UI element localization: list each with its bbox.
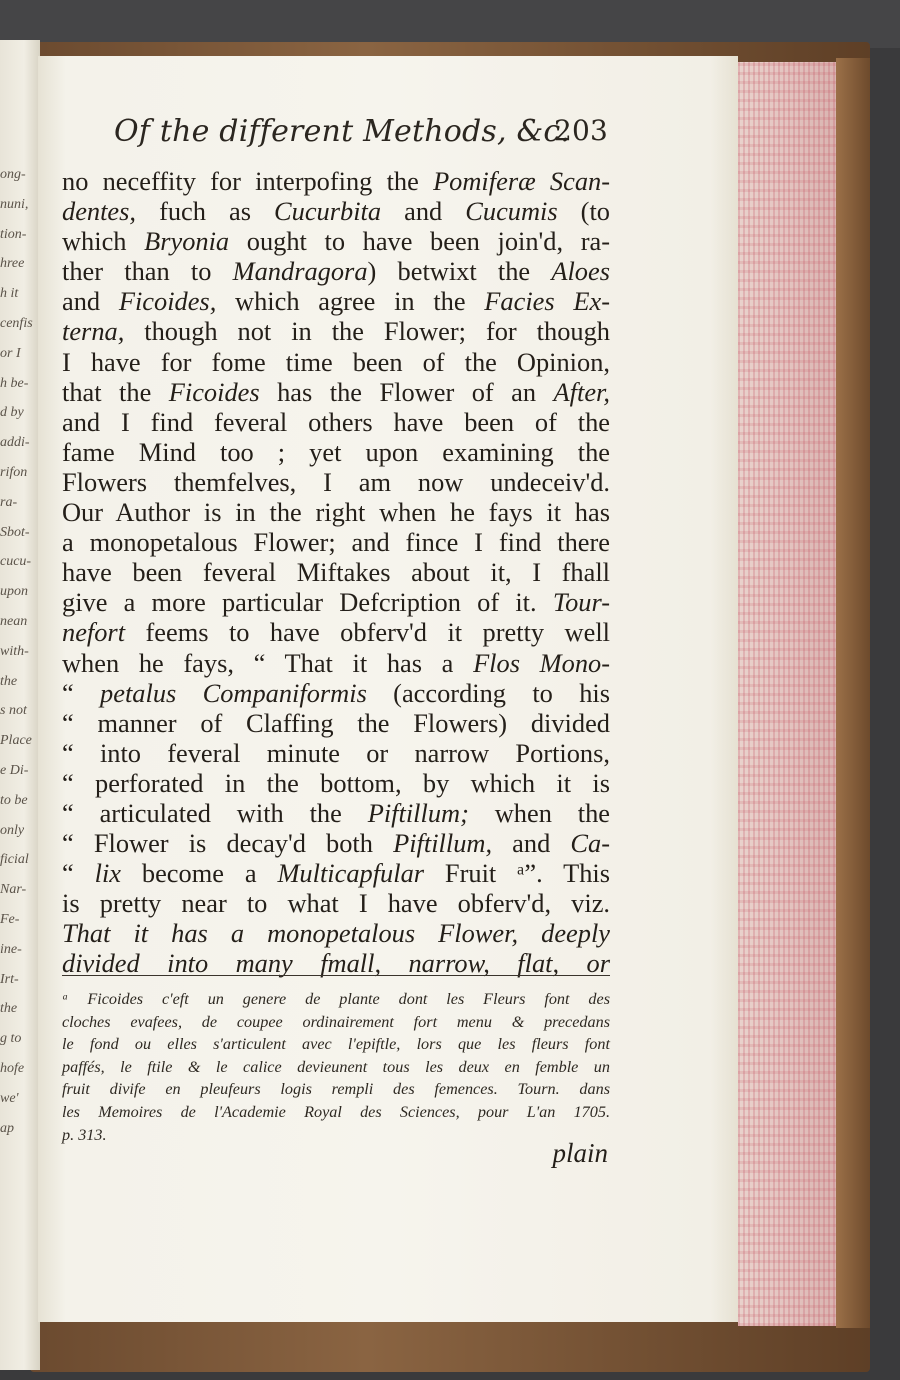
facing-page-edge xyxy=(0,40,40,1370)
cover-edge-right xyxy=(836,58,870,1328)
footnote-line: les Memoires de l'Academie Royal des Sciences, pour L'an 1705. xyxy=(62,1102,610,1121)
facing-page-fragment: s not xyxy=(0,703,27,719)
text-run: have been feveral Miftakes about it, I fhall xyxy=(62,557,610,588)
text-line xyxy=(62,888,610,918)
text-run: and xyxy=(62,286,119,317)
text-run: Cucurbita xyxy=(274,196,382,227)
text-run: which agree in the xyxy=(216,286,485,317)
text-line xyxy=(62,617,610,647)
text-run: and xyxy=(492,828,571,859)
text-run: ought to have been join'd, ra- xyxy=(229,226,610,257)
text-run: though not in the Flower; for though xyxy=(124,316,610,347)
text-run: Mandragora xyxy=(232,256,368,287)
text-line xyxy=(62,226,610,256)
text-line xyxy=(62,828,610,858)
text-line xyxy=(62,316,610,346)
text-line xyxy=(62,678,610,708)
facing-page-fragment: Sbot- xyxy=(0,524,30,540)
facing-page-fragment: only xyxy=(0,822,25,838)
text-run: “ xyxy=(62,677,101,708)
facing-page-fragment: Place xyxy=(0,733,32,749)
text-run: a monopetalous Flower; and fince I find there xyxy=(62,527,610,558)
text-run: I have for fome time been of the Opinion, xyxy=(62,346,610,377)
text-run: Ficoides xyxy=(168,376,260,407)
facing-page-fragment: rifon xyxy=(0,464,28,480)
text-run: and xyxy=(381,196,466,227)
facing-page-fragment: hree xyxy=(0,256,25,272)
text-run: and I find feveral others have been of the xyxy=(62,406,610,437)
text-run: terna, xyxy=(62,316,125,347)
facing-page-fragment: ine- xyxy=(0,941,22,957)
facing-page-fragment: ficial xyxy=(0,852,29,868)
text-run: petalus Companiformis xyxy=(100,677,367,708)
text-run: Ficoides, xyxy=(118,286,217,317)
facing-page-fragment: addi- xyxy=(0,435,30,451)
text-run: Ca- xyxy=(570,828,611,859)
running-title: Of the different Methods, &c. xyxy=(114,114,571,149)
facing-page-fragment: the xyxy=(0,673,18,689)
text-run: dentes, xyxy=(62,196,137,227)
text-run: After, xyxy=(553,376,610,407)
footnote-line: fruit divife en pleufeurs logis rempli des femences. Tourn. dans xyxy=(62,1080,610,1099)
text-line xyxy=(62,648,610,678)
text-line xyxy=(62,918,610,948)
facing-page-fragment: d by xyxy=(0,405,24,421)
text-run: lix xyxy=(94,858,121,889)
text-run: (according to his xyxy=(366,677,610,708)
text-run: no neceffity for interpofing the xyxy=(62,166,434,196)
facing-page-fragment: ap xyxy=(0,1120,14,1136)
text-line xyxy=(62,768,610,798)
text-line xyxy=(62,437,610,467)
facing-page-fragment: h be- xyxy=(0,375,29,391)
text-line xyxy=(62,858,610,888)
text-run: Cucumis xyxy=(465,196,558,227)
text-run: (to xyxy=(557,196,610,227)
text-run: ) betwixt the xyxy=(367,256,552,287)
facing-page-fragment: e Di- xyxy=(0,762,29,778)
facing-page-fragment: nuni, xyxy=(0,196,29,212)
text-line xyxy=(62,377,610,407)
facing-page-fragment: cenfis xyxy=(0,315,33,331)
text-line xyxy=(62,527,610,557)
facing-page-fragment: g to xyxy=(0,1031,22,1047)
text-run: divided into many fmall, narrow, flat, or xyxy=(62,948,610,979)
facing-page-fragment: Nar- xyxy=(0,882,27,898)
catchword: plain xyxy=(552,1138,608,1168)
text-run: Facies Ex- xyxy=(484,286,610,317)
text-run: which xyxy=(62,226,145,257)
text-run: “ manner of Claffing the Flowers) divided xyxy=(62,707,610,738)
page-block-fore-edge xyxy=(738,62,836,1326)
facing-page-fragment: ong- xyxy=(0,167,26,182)
text-run: Piftillum; xyxy=(367,797,469,828)
text-line xyxy=(62,497,610,527)
text-run: is pretty near to what I have obferv'd, viz. xyxy=(62,888,610,919)
text-run: “ articulated with the xyxy=(62,797,368,828)
facing-page-fragment: Irt- xyxy=(0,971,19,987)
text-run: Flowers themfelves, I am now undeceiv'd. xyxy=(62,466,610,497)
text-run: “ into feveral minute or narrow Portions, xyxy=(62,737,610,768)
text-run: Fruit ᵃ”. This xyxy=(424,858,610,889)
text-run: has the Flower of an xyxy=(259,376,554,407)
facing-page-fragment: upon xyxy=(0,584,28,600)
text-run: That it has a monopetalous Flower, deeply xyxy=(62,918,610,949)
text-run: nefort xyxy=(62,617,126,648)
text-line xyxy=(62,166,610,196)
footnote-line: p. 313. xyxy=(62,1125,107,1144)
footnote-line: paffés, le ftile & le calice devieunent tous les deux en femble un xyxy=(62,1057,610,1076)
facing-page-fragment: we' xyxy=(0,1090,19,1106)
text-run: that the xyxy=(62,376,169,407)
footnote-line: cloches evafees, de coupee ordinairement fort menu & precedans xyxy=(62,1012,610,1031)
text-line xyxy=(62,738,610,768)
text-line xyxy=(62,407,610,437)
text-line xyxy=(62,467,610,497)
text-run: Pomiferæ Scan- xyxy=(433,166,610,196)
text-run: Aloes xyxy=(551,256,610,287)
facing-page-fragment: hofe xyxy=(0,1060,25,1076)
page-number: 203 xyxy=(553,114,608,147)
footnote-rule xyxy=(62,975,610,976)
facing-page-fragment: tion- xyxy=(0,226,27,242)
text-run: when the xyxy=(468,797,610,828)
facing-page-fragment: cucu- xyxy=(0,554,32,570)
text-run: Tour- xyxy=(552,587,610,618)
facing-page-fragment: or I xyxy=(0,345,21,361)
text-run: Multicapfular xyxy=(277,858,425,889)
text-run: Bryonia xyxy=(144,226,230,257)
text-run: “ perforated in the bottom, by which it is xyxy=(62,767,610,798)
text-run: become a xyxy=(121,858,278,889)
text-run: Our Author is in the right when he fays it has xyxy=(62,497,610,528)
text-run: “ Flower is decay'd both xyxy=(62,828,394,859)
text-line xyxy=(62,557,610,587)
text-run: Piftillum, xyxy=(393,828,493,859)
facing-page-fragment: nean xyxy=(0,613,28,629)
text-line xyxy=(62,286,610,316)
text-run: give a more particular Defcription of it. xyxy=(62,587,553,618)
footnote-line: le fond ou elles s'articulent avec l'epiftle, lors que les fleurs font xyxy=(62,1035,610,1054)
text-line xyxy=(62,196,610,226)
footnote xyxy=(62,988,610,1146)
text-run: feems to have obferv'd it pretty well xyxy=(125,617,610,648)
text-line xyxy=(62,347,610,377)
text-line xyxy=(62,256,610,286)
running-header xyxy=(114,114,608,158)
footnote-line: ᵃ Ficoides c'eft un genere de plante dont les Fleurs font des xyxy=(62,990,610,1008)
body-text xyxy=(62,166,610,979)
text-line xyxy=(62,587,610,617)
facing-page-fragment: to be xyxy=(0,792,28,808)
text-run: Flos Mono- xyxy=(473,647,610,678)
facing-page-fragment: the xyxy=(0,1001,18,1017)
scan-backdrop xyxy=(0,0,900,48)
facing-page-fragment: h it xyxy=(0,286,19,302)
text-run: when he fays, “ That it has a xyxy=(62,647,474,678)
text-line xyxy=(62,708,610,738)
facing-page-fragments xyxy=(0,160,40,1143)
facing-page-fragment: with- xyxy=(0,643,29,659)
facing-page-fragment: ra- xyxy=(0,494,18,510)
text-run: fuch as xyxy=(136,196,275,227)
text-line xyxy=(62,798,610,828)
text-run: “ xyxy=(62,858,95,889)
facing-page-fragment: Fe- xyxy=(0,911,20,927)
text-run: fame Mind too ; yet upon examining the xyxy=(62,436,610,467)
text-run: ther than to xyxy=(62,256,233,287)
